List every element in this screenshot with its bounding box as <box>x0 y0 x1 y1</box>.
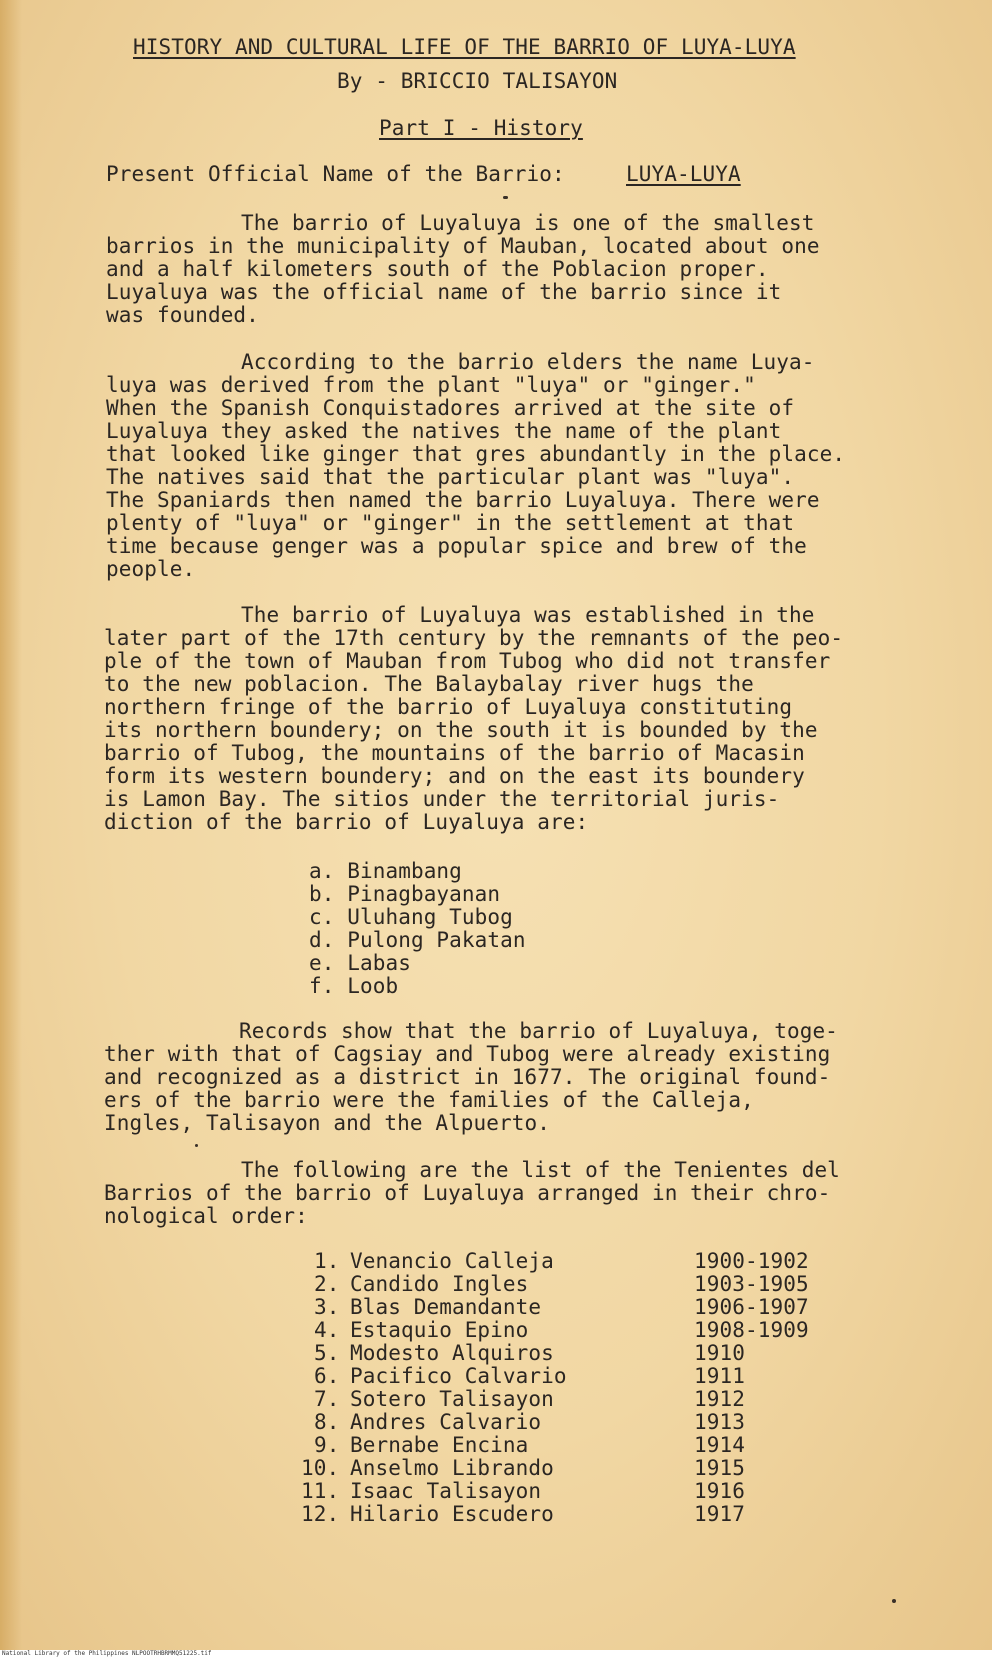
list-item-name: Sotero Talisayon <box>350 1387 554 1411</box>
paragraph-line: The barrio of Luyaluya was established in the <box>241 603 815 627</box>
document-title: HISTORY AND CULTURAL LIFE OF THE BARRIO OF LUYA-LUYA <box>133 35 796 59</box>
official-name-value: LUYA-LUYA <box>626 162 741 186</box>
list-item: c. Uluhang Tubog <box>309 905 513 929</box>
paragraph-line: form its western boundery; and on the east its boundery <box>104 764 805 788</box>
list-item-name: Andres Calvario <box>350 1410 542 1434</box>
list-item-name: Pacifico Calvario <box>350 1364 567 1388</box>
list-item-years: 1903-1905 <box>694 1272 809 1296</box>
paragraph-line: time because genger was a popular spice and brew of the <box>106 534 807 558</box>
list-item-name: Blas Demandante <box>350 1295 542 1319</box>
list-item-years: 1900-1902 <box>694 1249 809 1273</box>
paragraph-line: diction of the barrio of Luyaluya are: <box>104 810 589 834</box>
ink-speck <box>892 1599 896 1603</box>
list-item-years: 1915 <box>694 1456 745 1480</box>
list-item-name: Modesto Alquiros <box>350 1341 554 1365</box>
paragraph-line: ple of the town of Mauban from Tubog who did not transfer <box>104 649 831 673</box>
list-item-years: 1910 <box>694 1341 745 1365</box>
paragraph-line: nological order: <box>104 1204 308 1228</box>
list-item-years: 1908-1909 <box>694 1318 809 1342</box>
paragraph-line: barrio of Tubog, the mountains of the barrio of Macasin <box>104 741 805 765</box>
paragraph-line: people. <box>106 557 196 581</box>
paragraph-line: ers of the barrio were the families of the Calleja, <box>104 1088 754 1112</box>
paragraph-line: that looked like ginger that gres abundantly in the place. <box>106 442 846 466</box>
paragraph-line: was founded. <box>106 303 259 327</box>
ink-speck <box>195 1144 198 1147</box>
paragraph-line: barrios in the municipality of Mauban, located about one <box>106 234 820 258</box>
paragraph-line: its northern boundery; on the south it is bounded by the <box>104 718 818 742</box>
paragraph-line: The following are the list of the Tenientes del <box>241 1158 840 1182</box>
paragraph-line: plenty of "luya" or "ginger" in the settlement at that <box>106 511 795 535</box>
byline: By - BRICCIO TALISAYON <box>337 69 618 93</box>
list-item-name: Venancio Calleja <box>350 1249 554 1273</box>
list-item-number: 1. <box>314 1249 340 1273</box>
list-item-years: 1912 <box>694 1387 745 1411</box>
official-name-label: Present Official Name of the Barrio: <box>106 162 565 186</box>
page-edge-shadow <box>0 0 22 1650</box>
list-item-number: 7. <box>314 1387 340 1411</box>
paragraph-line: Ingles, Talisayon and the Alpuerto. <box>104 1111 551 1135</box>
list-item-number: 4. <box>314 1318 340 1342</box>
list-item-years: 1911 <box>694 1364 745 1388</box>
paragraph-line: Luyaluya they asked the natives the name of the plant <box>106 419 782 443</box>
list-item-name: Anselmo Librando <box>350 1456 554 1480</box>
list-item: f. Loob <box>309 974 399 998</box>
list-item-years: 1916 <box>694 1479 745 1503</box>
paragraph-line: The barrio of Luyaluya is one of the smallest <box>241 211 815 235</box>
paragraph-line: The natives said that the particular plant was "luya". <box>106 465 795 489</box>
list-item-years: 1917 <box>694 1502 745 1526</box>
paragraph-line: and a half kilometers south of the Poblacion proper. <box>106 257 769 281</box>
paragraph-line: and recognized as a district in 1677. The original found- <box>104 1065 831 1089</box>
list-item-number: 11. <box>301 1479 340 1503</box>
list-item-name: Estaquio Epino <box>350 1318 529 1342</box>
paragraph-line: Barrios of the barrio of Luyaluya arranged in their chro- <box>104 1181 831 1205</box>
ink-speck <box>503 196 508 199</box>
list-item-number: 6. <box>314 1364 340 1388</box>
paragraph-line: is Lamon Bay. The sitios under the territorial juris- <box>104 787 780 811</box>
list-item-years: 1906-1907 <box>694 1295 809 1319</box>
paragraph-line: later part of the 17th century by the remnants of the peo- <box>104 626 844 650</box>
list-item-name: Bernabe Encina <box>350 1433 529 1457</box>
paragraph-line: northern fringe of the barrio of Luyaluya constituting <box>104 695 793 719</box>
part-heading: Part I - History <box>379 116 583 140</box>
list-item-number: 5. <box>314 1341 340 1365</box>
list-item-number: 2. <box>314 1272 340 1296</box>
list-item: b. Pinagbayanan <box>309 882 501 906</box>
paragraph-line: luya was derived from the plant "luya" or "ginger." <box>106 373 756 397</box>
list-item-number: 8. <box>314 1410 340 1434</box>
paragraph-line: When the Spanish Conquistadores arrived at the site of <box>106 396 795 420</box>
scan-footer-text: National Library of the Philippines NLPOOTRHBRMMQ51225.tif <box>2 1650 212 1657</box>
list-item: a. Binambang <box>309 859 462 883</box>
paragraph-line: The Spaniards then named the barrio Luyaluya. There were <box>106 488 820 512</box>
paragraph-line: Luyaluya was the official name of the barrio since it <box>106 280 782 304</box>
paragraph-line: According to the barrio elders the name Luya- <box>241 350 815 374</box>
list-item-number: 10. <box>301 1456 340 1480</box>
list-item-name: Candido Ingles <box>350 1272 529 1296</box>
list-item-number: 9. <box>314 1433 340 1457</box>
list-item: d. Pulong Pakatan <box>309 928 526 952</box>
list-item-number: 3. <box>314 1295 340 1319</box>
paragraph-line: ther with that of Cagsiay and Tubog were already existing <box>104 1042 831 1066</box>
list-item: e. Labas <box>309 951 411 975</box>
list-item-years: 1914 <box>694 1433 745 1457</box>
list-item-number: 12. <box>301 1502 340 1526</box>
list-item-name: Isaac Talisayon <box>350 1479 542 1503</box>
list-item-name: Hilario Escudero <box>350 1502 554 1526</box>
paragraph-line: to the new poblacion. The Balaybalay river hugs the <box>104 672 754 696</box>
list-item-years: 1913 <box>694 1410 745 1434</box>
paragraph-line: Records show that the barrio of Luyaluya, toge- <box>239 1019 838 1043</box>
